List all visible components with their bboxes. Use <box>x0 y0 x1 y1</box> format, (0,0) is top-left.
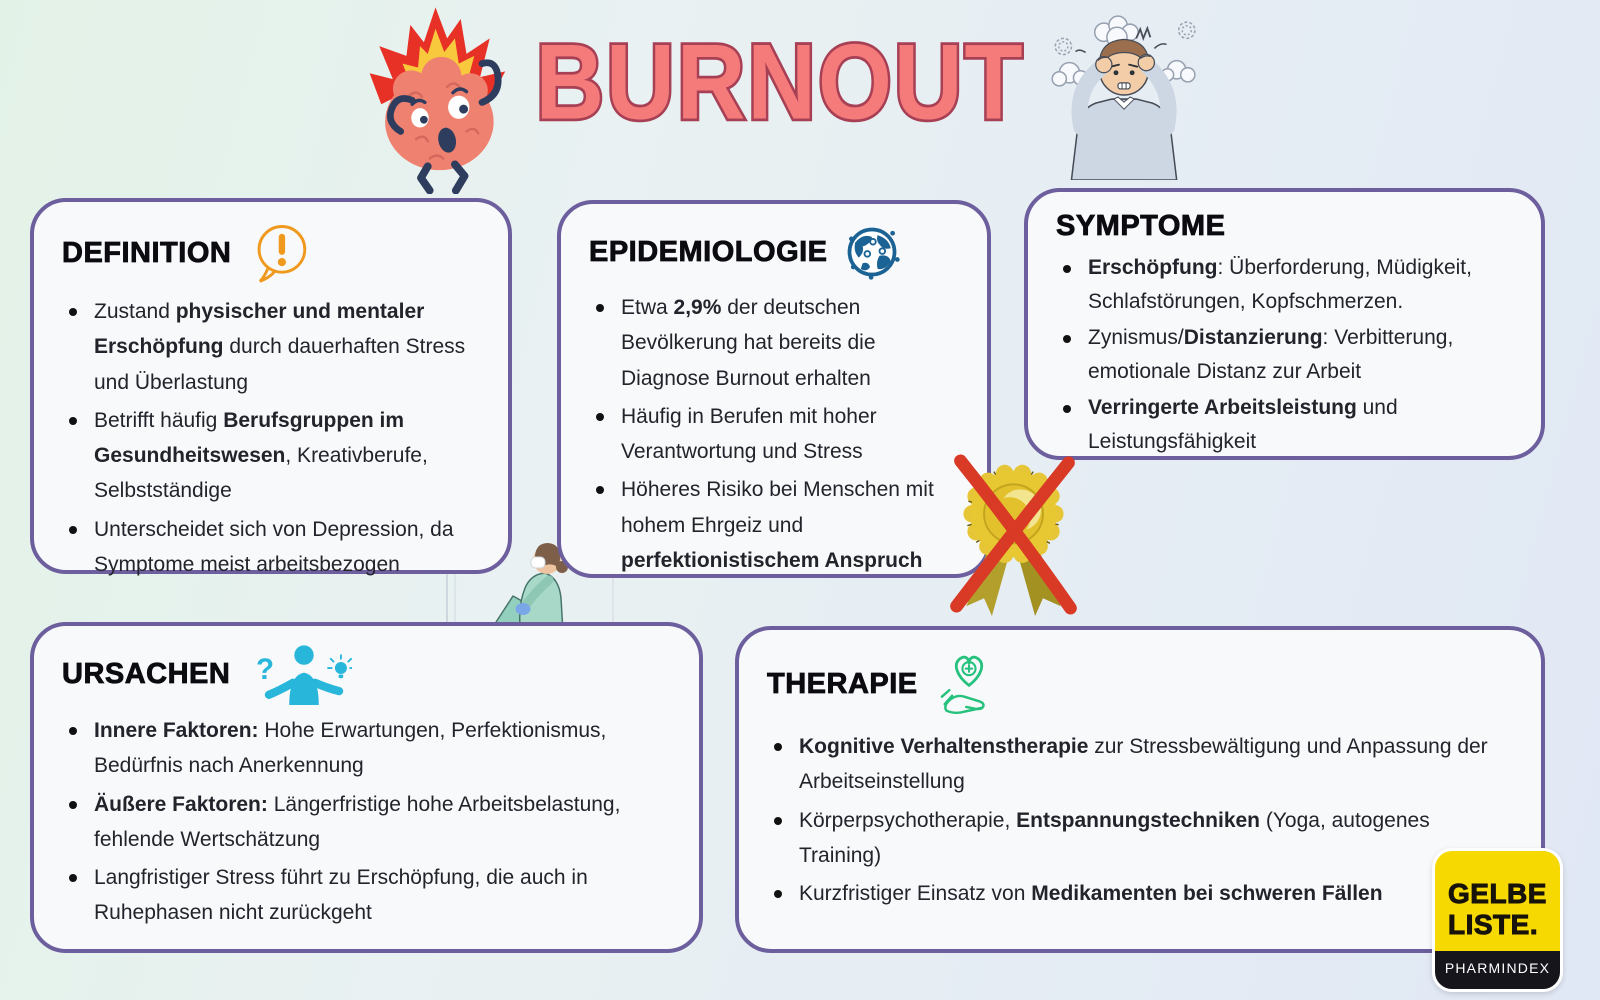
bullet-item: Innere Faktoren: Hohe Erwartungen, Perfektionismus, Bedürfnis nach Anerkennung <box>62 713 673 784</box>
burning-brain-illustration <box>358 2 513 194</box>
bullet-item: Erschöpfung: Überforderung, Müdigkeit, Schlafstörungen, Kopfschmerzen. <box>1056 251 1515 318</box>
therapie-bullet-list <box>767 729 1515 911</box>
section-therapie <box>735 626 1545 953</box>
burning-brain-icon <box>358 2 513 194</box>
no-award-icon <box>933 443 1095 625</box>
section-ursachen <box>30 622 703 953</box>
gelbe-liste-logo <box>1432 848 1563 992</box>
bullet-item: Zynismus/Distanzierung: Verbitterung, emotionale Distanz zur Arbeit <box>1056 321 1515 388</box>
bullet-item: Kurzfristiger Einsatz von Medikamenten bei schweren Fällen <box>767 876 1515 911</box>
person-question-idea-icon <box>256 644 352 705</box>
crossed-out-award-illustration <box>933 443 1095 625</box>
section-symptome <box>1024 188 1545 460</box>
definition-bullet-list <box>62 294 482 582</box>
bullet-item: Äußere Faktoren: Längerfristige hohe Arbeitsbelastung, fehlende Wertschätzung <box>62 787 673 858</box>
logo-line-2: LISTE. <box>1448 908 1539 940</box>
hand-heart-icon <box>940 648 998 721</box>
section-epidemiologie <box>557 200 991 578</box>
exclamation-bubble-icon <box>249 220 313 286</box>
bullet-item: Langfristiger Stress führt zu Erschöpfung, die auch in Ruhephasen nicht zurückgeht <box>62 860 673 931</box>
section-definition <box>30 198 512 574</box>
section-ursachen-heading: URSACHEN <box>62 658 231 690</box>
page-title: BURNOUT <box>535 23 1025 142</box>
logo-line-1: GELBE <box>1448 878 1547 909</box>
bullet-item: Unterscheidet sich von Depression, da Symptome meist arbeitsbezogen <box>62 512 482 583</box>
ursachen-bullet-list <box>62 713 673 931</box>
symptome-bullet-list <box>1056 251 1515 459</box>
bullet-item: Verringerte Arbeitsleistung und Leistungsfähigkeit <box>1056 391 1515 458</box>
bullet-item: Zustand physischer und mentaler Erschöpfung durch dauerhaften Stress und Überlastung <box>62 294 482 400</box>
bullet-item: Betrifft häufig Berufsgruppen im Gesundheitswesen, Kreativberufe, Selbstständige <box>62 403 482 509</box>
globe-icon <box>842 222 902 282</box>
stressed-man-icon <box>1033 8 1205 180</box>
bullet-item: Etwa 2,9% der deutschen Bevölkerung hat bereits die Diagnose Burnout erhalten <box>589 290 961 396</box>
logo-subtitle: PHARMINDEX <box>1435 951 1560 989</box>
gelbe-liste-logo-top <box>1435 851 1560 951</box>
bullet-item: Höheres Risiko bei Menschen mit hohem Ehrgeiz und perfektionistischem Anspruch <box>589 472 961 578</box>
section-epidemiologie-heading: EPIDEMIOLOGIE <box>589 235 828 268</box>
section-therapie-heading: THERAPIE <box>767 668 918 700</box>
section-definition-heading: DEFINITION <box>62 236 232 269</box>
svg-text:?: ? <box>256 653 275 687</box>
bullet-item: Körperpsychotherapie, Entspannungstechniken (Yoga, autogenes Training) <box>767 803 1515 874</box>
bullet-item: Häufig in Berufen mit hoher Verantwortung und Stress <box>589 399 961 470</box>
section-symptome-heading: SYMPTOME <box>1056 210 1226 242</box>
stressed-man-illustration <box>1033 8 1205 180</box>
epidemiologie-bullet-list <box>589 290 961 578</box>
bullet-item: Kognitive Verhaltenstherapie zur Stressbewältigung und Anpassung der Arbeitseinstellung <box>767 729 1515 800</box>
